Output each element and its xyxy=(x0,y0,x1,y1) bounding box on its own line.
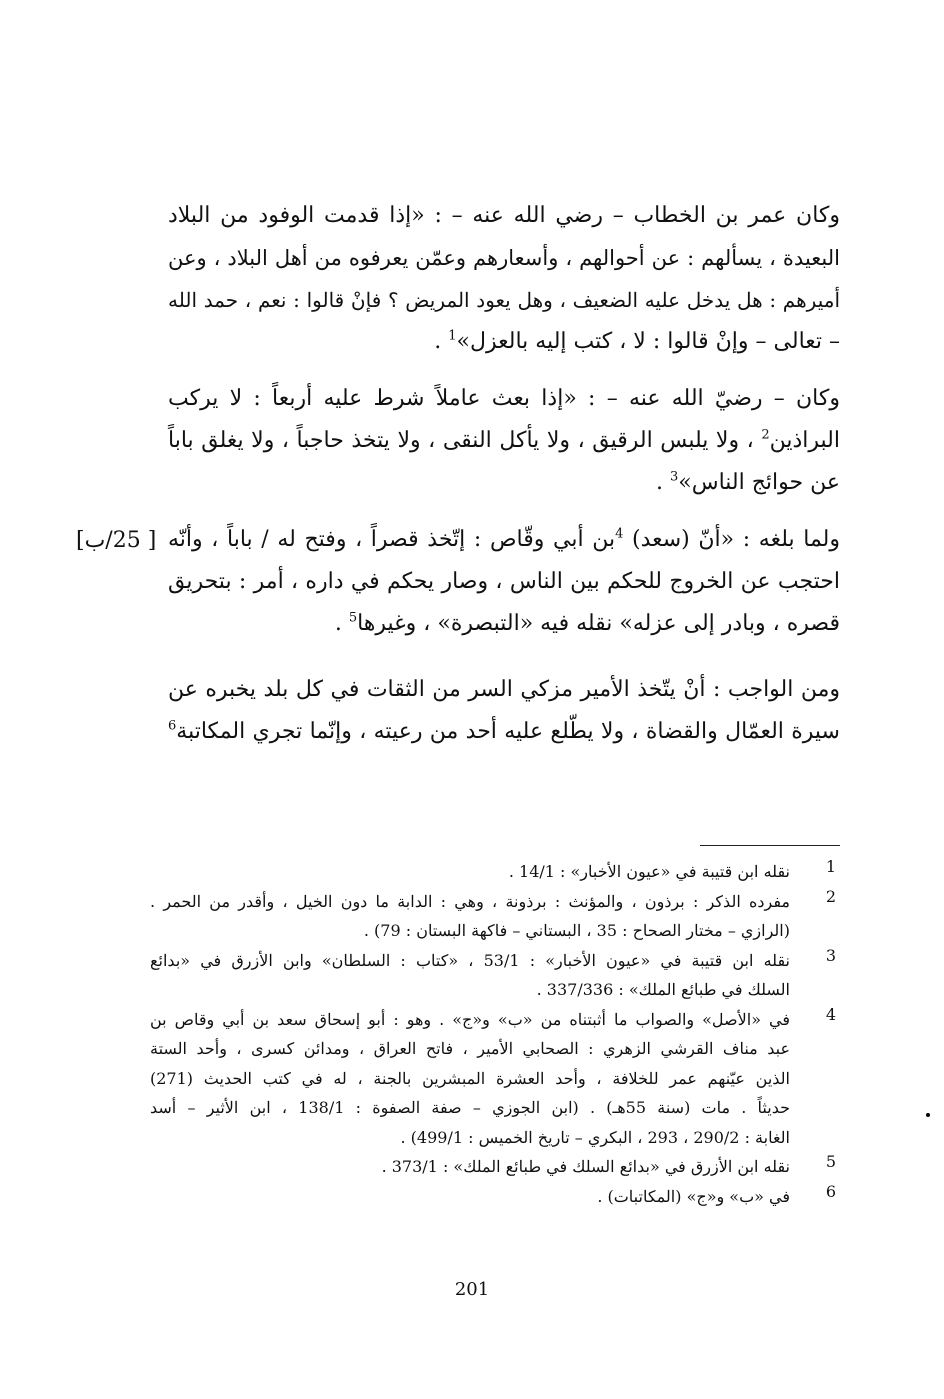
text-run: ، ولا يلبس الرقيق ، ولا يأكل النقى ، ولا يتخذ حاجباً ، ولا يغلق باباً xyxy=(168,428,762,453)
footnote-4 xyxy=(150,1004,837,1153)
scan-speck xyxy=(926,1113,930,1117)
footnote-ref-2[interactable]: 2 xyxy=(761,427,770,443)
text-line xyxy=(168,603,840,645)
footnote-number: 2 xyxy=(825,886,837,906)
text-run: عن حوائج الناس» xyxy=(678,470,840,495)
text-line xyxy=(168,420,840,462)
text-run: سيرة العمّال والقضاة ، ولا يطّلع عليه أحد من رعيته ، وإنّما تجري المكاتبة xyxy=(176,719,840,744)
footnote-line: عبد مناف القرشي الزهري : الصحابي الأمير ، فاتح العراق ، ومدائن كسرى ، وأحد الستة xyxy=(150,1039,790,1058)
footnote-ref-3[interactable]: 3 xyxy=(669,469,679,485)
text-line: احتجب عن الخروج للحكم بين الناس ، وصار يحكم في داره ، أمر : بتحريق xyxy=(168,569,840,594)
footnote-line: نقله ابن قتيبة في «عيون الأخبار» : 53/1 ، «كتاب : السلطان» وابن الأزرق في «بدائع xyxy=(150,950,791,970)
footnote-ref-1[interactable]: 1 xyxy=(448,328,457,344)
footnote-ref-4[interactable]: 4 xyxy=(615,526,624,542)
text-line xyxy=(168,711,840,753)
text-run: البراذين xyxy=(769,428,840,453)
text-run: ولما بلغه : «أنّ (سعد) xyxy=(623,527,840,552)
text-run: . xyxy=(334,611,349,636)
footnote-1 xyxy=(150,857,837,887)
text-line xyxy=(168,519,840,561)
footnote-5 xyxy=(150,1152,837,1182)
text-line: وكان – رضيّ الله عنه – : «إذا بعث عاملاً شرط عليه أربعاً : لا يركب xyxy=(168,386,840,411)
footnote-line: مفرده الذكر : برذون ، والمؤنث : برذونة ، وهي : الدابة ما دون الخيل ، وأقدر من الحمر . xyxy=(150,891,790,911)
text-line: ومن الواجب : أنْ يتّخذ الأمير مزكي السر من الثقات في كل بلد يخبره عن xyxy=(168,677,840,702)
paragraph-3 xyxy=(168,519,840,645)
footnote-ref-6[interactable]: 6 xyxy=(168,718,177,734)
footnote-2 xyxy=(150,886,837,946)
text-run: . xyxy=(655,470,670,495)
footnote-line: حديثاً . مات (سنة 55هـ) . (ابن الجوزي – صفة الصفوة : 138/1 ، ابن الأثير – أسد xyxy=(150,1098,791,1117)
text-run: قصره ، وبادر إلى عزله» نقله فيه «التبصرة» ، وغيرها xyxy=(357,611,840,636)
paragraph-4 xyxy=(168,669,840,753)
footnote-number: 3 xyxy=(825,945,837,965)
footnote-ref-5[interactable]: 5 xyxy=(348,610,358,626)
paragraph-2 xyxy=(168,378,840,504)
footnote-number: 6 xyxy=(825,1181,837,1201)
footnote-line: السلك في طبائع الملك» : 337/336 . xyxy=(536,980,790,999)
text-run: بن أبي وقّاص : إتّخذ قصراً ، وفتح له / باباً ، وأنّه xyxy=(168,527,616,552)
footnote-line: نقله ابن قتيبة في «عيون الأخبار» : 14/1 . xyxy=(508,862,790,881)
footnote-line: الذين عيّنهم عمر للخلافة ، وأحد العشرة المبشرين بالجنة ، له في كتب الحديث (271) xyxy=(150,1068,790,1088)
text-line xyxy=(168,462,840,504)
footnote-6 xyxy=(150,1181,837,1212)
footnote-number: 4 xyxy=(825,1004,837,1024)
text-run: . xyxy=(434,329,449,354)
text-line: أميرهم : هل يدخل عليه الضعيف ، وهل يعود المريض ؟ فإنْ قالوا : نعم ، حمد الله xyxy=(168,288,840,312)
footnote-line: في «ب» و«ج» (المكاتبات) . xyxy=(597,1186,790,1206)
text-run: – تعالى – وإنْ قالوا : لا ، كتب إليه بالعزل» xyxy=(456,329,840,354)
footnote-number: 5 xyxy=(825,1152,837,1171)
footnote-3 xyxy=(150,945,837,1005)
text-line xyxy=(168,321,840,363)
manuscript-folio-marker: [ 25/ب] xyxy=(76,528,157,553)
footnotes xyxy=(150,857,837,1211)
footnote-line: الغابة : 290/2 ، 293 ، البكري – تاريخ الخميس : 499/1) . xyxy=(400,1127,790,1147)
page-number: 201 xyxy=(454,1279,490,1300)
footnote-number: 1 xyxy=(825,857,837,876)
text-line: البعيدة ، يسألهم : عن أحوالهم ، وأسعارهم وعمّن يعرفوه من أهل البلاد ، وعن xyxy=(168,246,840,270)
footnote-line: (الرازي – مختار الصحاح : 35 ، البستاني – فاكهة البستان : 79) . xyxy=(363,921,790,940)
text-line: وكان عمر بن الخطاب – رضي الله عنه – : «إذا قدمت الوفود من البلاد xyxy=(168,203,840,228)
footnote-line: في «الأصل» والصواب ما أثبتناه من «ب» و«ج» . وهو : أبو إسحاق سعد بن أبي وقاص بن xyxy=(150,1009,790,1029)
paragraph-1 xyxy=(168,195,840,363)
footnote-line: نقله ابن الأزرق في «بدائع السلك في طبائع الملك» : 373/1 . xyxy=(381,1157,790,1176)
footnote-separator xyxy=(700,845,840,846)
